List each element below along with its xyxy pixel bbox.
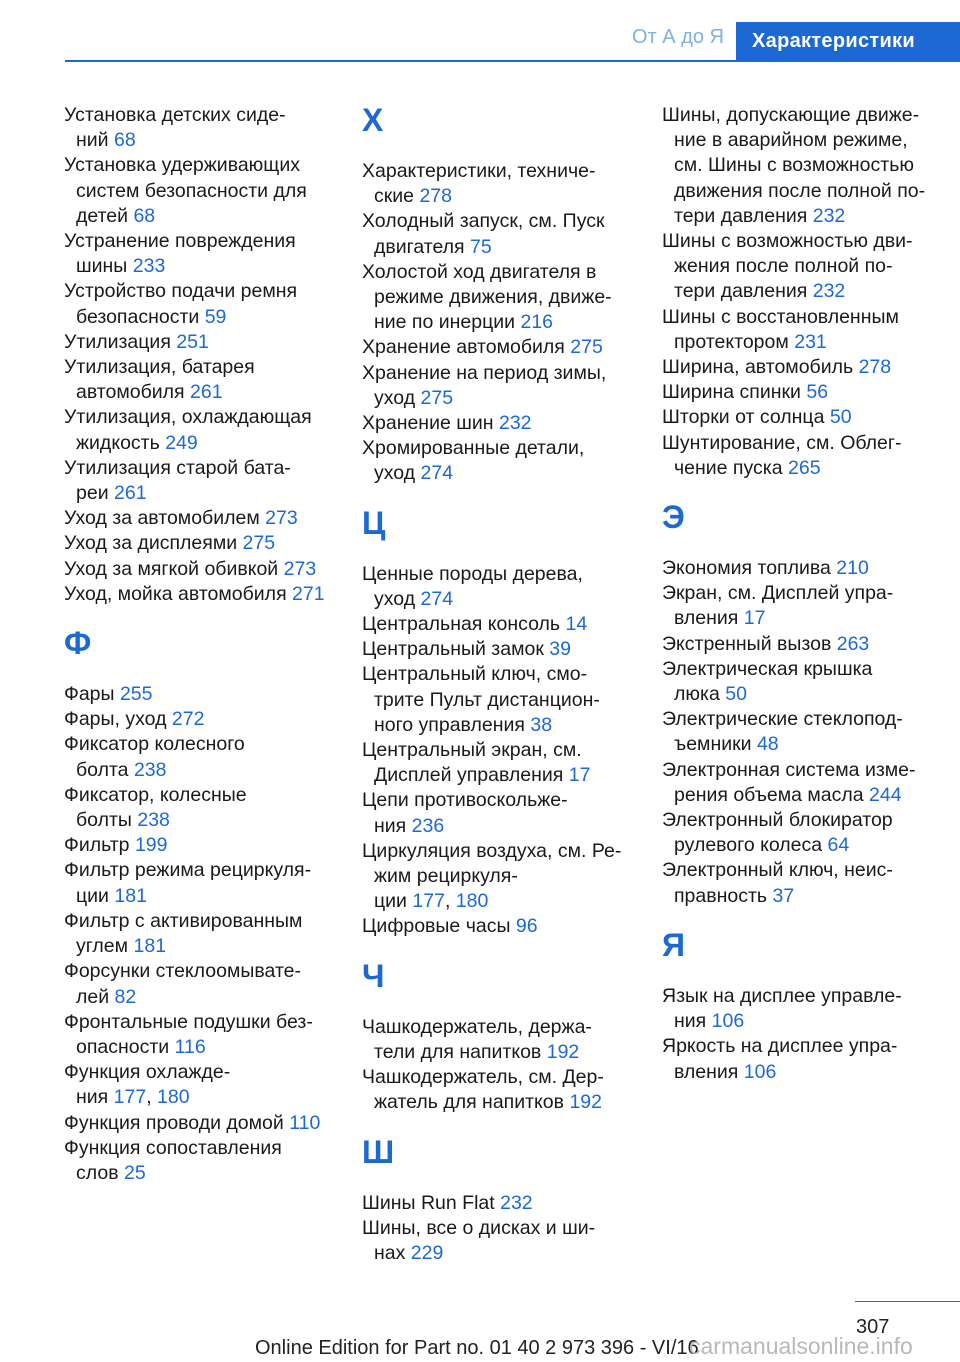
entry-text: нах xyxy=(374,1241,406,1264)
page-link[interactable]: 96 xyxy=(515,915,538,938)
page-link[interactable]: 17 xyxy=(568,764,591,787)
entry-text: Функция сопоставления xyxy=(64,1136,282,1159)
entry-text: Форсунки стеклоомывате- xyxy=(64,960,301,983)
index-entry xyxy=(662,858,942,908)
index-entry xyxy=(64,732,339,782)
page-link[interactable]: 229 xyxy=(410,1241,444,1264)
page-link[interactable]: 232 xyxy=(812,204,846,227)
index-entry xyxy=(662,657,942,707)
index-entry xyxy=(64,103,339,153)
index-entry xyxy=(662,305,942,355)
index-entry xyxy=(64,506,339,531)
index-entry xyxy=(662,229,942,305)
entry-text: Язык на дисплее управле- xyxy=(662,984,902,1007)
entry-text: протектором xyxy=(674,330,789,353)
entry-text: Уход за мягкой обивкой xyxy=(64,557,279,580)
page-link[interactable]: 244 xyxy=(869,783,902,806)
index-entry xyxy=(362,260,637,336)
page-link[interactable]: 180 xyxy=(157,1086,190,1109)
entry-text: Центральный экран, см. xyxy=(362,739,582,762)
entry-text: ния xyxy=(674,1010,707,1033)
index-entry xyxy=(362,159,637,209)
entry-text: люка xyxy=(674,683,720,706)
index-entry xyxy=(362,335,637,360)
index-entry xyxy=(662,103,942,229)
entry-text: Уход, мойка автомобиля xyxy=(64,582,287,605)
entry-text: Центральный ключ, смо- xyxy=(362,663,588,686)
page-link[interactable]: 177 xyxy=(412,890,445,913)
index-entry xyxy=(362,209,637,259)
entry-text: ний xyxy=(76,129,109,152)
index-entry xyxy=(64,1136,339,1186)
page-link[interactable]: 278 xyxy=(858,356,892,379)
page-link[interactable]: 199 xyxy=(134,834,168,857)
entry-text: Электрическая крышка xyxy=(662,657,873,680)
entry-text: углем xyxy=(76,935,129,958)
index-entry xyxy=(362,562,637,612)
entry-text: ние по инерции xyxy=(374,311,516,334)
entry-text: реи xyxy=(76,482,109,505)
entry-text: Фары, уход xyxy=(64,708,167,731)
entry-text: рения объема масла xyxy=(674,783,864,806)
entry-text: Фильтр режима рециркуля- xyxy=(64,859,312,882)
entry-text: систем безопасности для xyxy=(76,179,307,202)
page-link[interactable]: 116 xyxy=(174,1035,206,1058)
index-entry xyxy=(362,361,637,411)
page-link[interactable]: 216 xyxy=(520,311,554,334)
chapter-tab[interactable]: Характеристики xyxy=(736,22,960,60)
entry-text: Чашкодержатель, держа- xyxy=(362,1015,592,1038)
index-entry xyxy=(662,380,942,405)
header-rule xyxy=(65,60,960,62)
entry-text: жидкость xyxy=(76,431,160,454)
entry-text: Шторки от солнца xyxy=(662,406,825,429)
index-entry xyxy=(662,984,942,1034)
entry-text: двигателя xyxy=(374,235,465,258)
watermark: carmanualsonline.info xyxy=(689,1333,913,1359)
entry-text: Функция охлажде- xyxy=(64,1061,231,1084)
index-letter-heading: Я xyxy=(662,926,685,963)
index-entry xyxy=(662,1034,942,1084)
entry-text: ного управления xyxy=(374,713,525,736)
index-entry xyxy=(64,405,339,455)
entry-text: Фильтр xyxy=(64,834,130,857)
entry-text: ции xyxy=(76,884,109,907)
entry-text: Экстренный вызов xyxy=(662,632,832,655)
entry-text: Установка детских сиде- xyxy=(64,104,286,126)
entry-text: Хромированные детали, xyxy=(362,437,585,460)
index-entry xyxy=(662,405,942,430)
entry-text: Утилизация xyxy=(64,330,171,353)
index-entry xyxy=(662,707,942,757)
entry-text: болта xyxy=(76,758,129,781)
index-entry xyxy=(662,632,942,657)
page-link[interactable]: 106 xyxy=(743,1060,777,1083)
entry-text: Фиксатор колесного xyxy=(64,733,245,756)
entry-text: Шины, допускающие движе- xyxy=(662,104,920,126)
entry-text: Цепи противоскольже- xyxy=(362,789,568,812)
page-link[interactable]: 249 xyxy=(165,431,198,454)
entry-text: вления xyxy=(674,1060,739,1083)
page-link[interactable]: 64 xyxy=(827,834,850,857)
page-link[interactable]: 231 xyxy=(794,330,827,353)
page-link[interactable]: 238 xyxy=(133,758,167,781)
entry-text: Центральный замок xyxy=(362,638,544,661)
entry-text: Утилизация, охлаждающая xyxy=(64,406,312,429)
index-entry xyxy=(362,411,637,436)
entry-text: ские xyxy=(374,185,415,208)
page-link[interactable]: 59 xyxy=(204,305,227,328)
index-entry xyxy=(64,557,339,582)
page-link[interactable]: 275 xyxy=(242,532,276,555)
entry-text: Цифровые часы xyxy=(362,915,511,938)
page-link[interactable]: 37 xyxy=(772,884,795,907)
index-entry xyxy=(64,355,339,405)
entry-text: см. Шины с возможностью xyxy=(674,154,914,177)
page-link[interactable]: 232 xyxy=(500,1191,533,1214)
page-link[interactable]: 236 xyxy=(411,814,445,837)
entry-text: лей xyxy=(76,985,110,1008)
index-entry xyxy=(362,1015,637,1065)
entry-text: Хранение на период зимы, xyxy=(362,361,607,384)
page-link[interactable]: 14 xyxy=(565,613,588,636)
entry-text: ъемники xyxy=(674,733,752,756)
page-header xyxy=(0,0,960,62)
entry-text: болты xyxy=(76,809,132,832)
page-link[interactable]: 278 xyxy=(419,185,452,208)
page-link[interactable]: 233 xyxy=(132,255,166,278)
index-entry xyxy=(362,1216,637,1266)
entry-text: Шунтирование, см. Облег- xyxy=(662,431,902,454)
entry-text: Утилизация, батарея xyxy=(64,356,255,379)
page-link[interactable]: 38 xyxy=(530,713,553,736)
page-number-rule xyxy=(855,1301,960,1302)
index-column-3 xyxy=(662,103,942,1085)
entry-text: тери давления xyxy=(674,204,808,227)
entry-text: Фиксатор, колесные xyxy=(64,783,247,806)
entry-text: Экономия топлива xyxy=(662,557,831,580)
entry-text: Яркость на дисплее упра- xyxy=(662,1035,898,1058)
index-entry xyxy=(662,556,942,581)
entry-text: Ценные породы дерева, xyxy=(362,562,583,585)
index-letter-heading: Ф xyxy=(64,625,92,662)
index-entry xyxy=(64,1111,339,1136)
entry-text: вления xyxy=(674,607,739,630)
page-link[interactable]: 25 xyxy=(123,1161,146,1184)
index-entry xyxy=(64,330,339,355)
page-link[interactable]: 273 xyxy=(283,557,317,580)
page-link[interactable]: 192 xyxy=(546,1040,580,1063)
page-link[interactable]: 110 xyxy=(289,1111,321,1134)
page-link[interactable]: 273 xyxy=(265,507,298,530)
entry-text: Устранение повреждения xyxy=(64,230,296,253)
page-link[interactable]: 106 xyxy=(711,1010,745,1033)
entry-text: Электронный блокиратор xyxy=(662,809,893,832)
entry-text: тери давления xyxy=(674,280,808,303)
index-entry xyxy=(662,581,942,631)
index-column-2 xyxy=(362,103,637,1266)
entry-text: чение пуска xyxy=(674,456,783,479)
entry-text: уход xyxy=(374,587,416,610)
page-link[interactable]: 68 xyxy=(113,129,136,152)
entry-text: жения после полной по- xyxy=(674,255,893,278)
page-link[interactable]: 17 xyxy=(743,607,766,630)
index-entry xyxy=(64,531,339,556)
page-link[interactable]: 251 xyxy=(176,330,209,353)
entry-text: правность xyxy=(674,884,768,907)
index-letter-heading: Ш xyxy=(362,1133,395,1170)
entry-text: Шины с восстановленным xyxy=(662,305,899,328)
entry-text: ния xyxy=(374,814,407,837)
entry-text: Ширина спинки xyxy=(662,381,801,404)
entry-text: движения после полной по- xyxy=(674,179,926,202)
entry-text: Устройство подачи ремня xyxy=(64,280,298,303)
entry-text: детей xyxy=(76,204,129,227)
entry-text: Фары xyxy=(64,683,115,706)
entry-text: Дисплей управления xyxy=(374,764,564,787)
entry-text: безопасности xyxy=(76,305,200,328)
entry-text: Электрические стеклопод- xyxy=(662,708,903,731)
index-letter-heading: Ч xyxy=(362,957,385,994)
entry-text: Установка удерживающих xyxy=(64,154,300,177)
section-tab[interactable]: От А до Я xyxy=(632,26,724,48)
entry-text: Холостой ход двигателя в xyxy=(362,260,597,283)
entry-text: Хранение автомобиля xyxy=(362,336,565,359)
entry-text: шины xyxy=(76,255,128,278)
entry-text: Уход за автомобилем xyxy=(64,507,260,530)
index-entry xyxy=(64,959,339,1009)
index-entry xyxy=(64,1010,339,1060)
entry-text: Функция проводи домой xyxy=(64,1111,284,1134)
entry-text: Фронтальные подушки без- xyxy=(64,1010,313,1033)
entry-text: ние в аварийном режиме, xyxy=(674,129,908,152)
index-column-1 xyxy=(64,103,339,1186)
entry-text: Шины, все о дисках и ши- xyxy=(362,1216,596,1239)
page-link[interactable]: 177 xyxy=(113,1086,147,1109)
page-link[interactable]: 263 xyxy=(836,632,870,655)
page-link[interactable]: 48 xyxy=(756,733,779,756)
page-link[interactable]: 210 xyxy=(836,557,869,580)
entry-text: Уход за дисплеями xyxy=(64,532,238,555)
index-entry xyxy=(662,808,942,858)
entry-text: рулевого колеса xyxy=(674,834,823,857)
index-entry xyxy=(64,707,339,732)
page-link[interactable]: 39 xyxy=(549,638,571,661)
page-link[interactable]: 274 xyxy=(420,462,454,485)
entry-text: уход xyxy=(374,386,416,409)
page-link[interactable]: 56 xyxy=(806,381,829,404)
index-entry xyxy=(64,153,339,229)
entry-text: трите Пульт дистанцион- xyxy=(374,688,600,711)
index-entry xyxy=(64,909,339,959)
index-letter-heading: Э xyxy=(662,499,685,536)
index-entry xyxy=(362,914,637,939)
index-entry xyxy=(362,637,637,662)
entry-text: Ширина, автомобиль xyxy=(662,356,854,379)
index-entry xyxy=(64,682,339,707)
page-link[interactable]: 50 xyxy=(829,406,852,429)
index-entry: Функция охлажде- ния 177, 180 xyxy=(64,1061,231,1109)
entry-text: Экран, см. Дисплей упра- xyxy=(662,582,894,605)
entry-text: Характеристики, техниче- xyxy=(362,160,596,182)
entry-text: Хранение шин xyxy=(362,412,494,435)
index-entry xyxy=(362,738,637,788)
index-entry xyxy=(362,788,637,838)
page-link[interactable]: 75 xyxy=(470,235,492,258)
entry-text: слов xyxy=(76,1161,119,1184)
index-entry xyxy=(64,456,339,506)
entry-text: жатель для напитков xyxy=(374,1091,565,1114)
index-entry xyxy=(64,858,339,908)
entry-text: тели для напитков xyxy=(374,1040,542,1063)
index-entry xyxy=(64,833,339,858)
entry-text: Центральная консоль xyxy=(362,613,561,636)
entry-text: Циркуляция воздуха, см. Ре- xyxy=(362,839,622,862)
entry-text: Фильтр с активированным xyxy=(64,909,303,932)
entry-text: Шины с возможностью дви- xyxy=(662,230,913,253)
page-link[interactable]: 272 xyxy=(171,708,205,731)
page-link[interactable]: 181 xyxy=(133,935,167,958)
entry-text: Шины Run Flat xyxy=(362,1191,495,1214)
index-letter-heading: Х xyxy=(362,102,384,138)
page-link[interactable]: 50 xyxy=(725,683,747,706)
entry-text: Электронный ключ, неис- xyxy=(662,859,893,882)
index-entry xyxy=(64,582,339,607)
index-entry xyxy=(64,279,339,329)
entry-text: ции xyxy=(374,890,407,913)
page-link[interactable]: 192 xyxy=(569,1091,602,1114)
page-link[interactable]: 181 xyxy=(114,884,147,907)
page-link[interactable]: 275 xyxy=(570,336,603,359)
entry-text: опасности xyxy=(76,1035,170,1058)
index-entry xyxy=(662,431,942,481)
entry-text: Холодный запуск, см. Пуск xyxy=(362,210,605,233)
index-entry: Циркуляция воздуха, см. Ре- жим рециркуля- ции 177, 180 xyxy=(362,839,622,913)
entry-text: Электронная система изме- xyxy=(662,758,916,781)
page-link[interactable]: 261 xyxy=(190,381,223,404)
entry-text: уход xyxy=(374,462,416,485)
entry-text: жим рециркуля- xyxy=(374,865,518,888)
index-entry xyxy=(662,355,942,380)
index-entry xyxy=(362,662,637,738)
page-link[interactable]: 238 xyxy=(137,809,170,832)
entry-text: ния xyxy=(76,1086,109,1109)
page-link[interactable]: 275 xyxy=(420,386,454,409)
page-link[interactable]: 82 xyxy=(114,985,137,1008)
index-entry xyxy=(362,436,637,486)
index-entry xyxy=(662,758,942,808)
page-link[interactable]: 261 xyxy=(114,482,147,505)
page-link[interactable]: 180 xyxy=(455,890,489,913)
page-number: 307 xyxy=(856,1316,890,1338)
index-entry xyxy=(362,1065,637,1115)
entry-text: режиме движения, движе- xyxy=(374,286,612,309)
footer-edition: Online Edition for Part no. 01 40 2 973 396 - VI/16 xyxy=(255,1337,699,1359)
page-link[interactable]: 232 xyxy=(498,412,532,435)
entry-text: Чашкодержатель, см. Дер- xyxy=(362,1066,604,1089)
page-link[interactable]: 265 xyxy=(788,456,821,479)
index-entry xyxy=(362,1191,637,1216)
page-link[interactable]: 271 xyxy=(292,582,325,605)
page-link[interactable]: 274 xyxy=(420,587,454,610)
index-entry xyxy=(362,612,637,637)
page-link[interactable]: 68 xyxy=(133,204,156,227)
index-entry xyxy=(64,783,339,833)
page-link[interactable]: 232 xyxy=(812,280,846,303)
entry-text: Утилизация старой бата- xyxy=(64,456,291,479)
index-letter-heading: Ц xyxy=(362,504,386,541)
entry-text: автомобиля xyxy=(76,381,185,404)
page-link[interactable]: 255 xyxy=(119,683,153,706)
index-entry xyxy=(64,229,339,279)
